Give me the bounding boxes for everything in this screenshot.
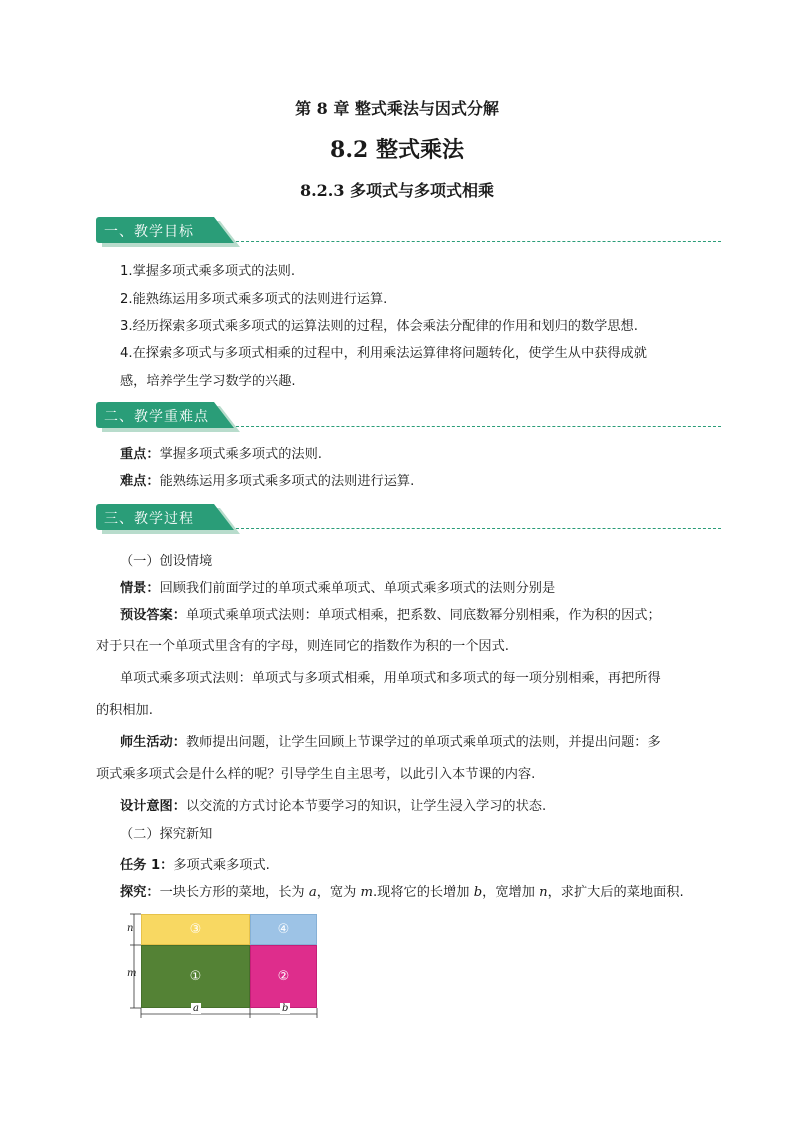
goal-item: 3.经历探索多项式乘多项式的运算法则的过程，体会乘法分配律的作用和划归的数学思想.: [120, 319, 638, 334]
intent-line: [120, 798, 546, 816]
activity-label: 师生活动：: [120, 735, 186, 750]
goal-item: 1.掌握多项式乘多项式的法则.: [120, 264, 296, 279]
section-heading: 一、教学目标: [104, 224, 194, 240]
area-diagram: [127, 912, 322, 1020]
scenario-text: 回顾我们前面学过的单项式乘单项式、单项式乘多项式的法则分别是: [159, 581, 556, 596]
region-4: [250, 914, 317, 945]
intent-text: 以交流的方式讨论本节要学习的知识，让学生浸入学习的状态.: [185, 799, 547, 814]
section-banner-focus: [96, 402, 721, 430]
answer-label: 预设答案：: [120, 608, 186, 623]
difficult-point-label: 难点：: [120, 474, 160, 489]
section-banner-goals: [96, 217, 721, 245]
key-point-text: 掌握多项式乘多项式的法则.: [159, 447, 323, 462]
region-label: ②: [277, 969, 290, 984]
explore-text: ，宽增加: [482, 885, 540, 900]
dimension-a-label: a: [193, 1003, 199, 1014]
section-heading: 二、教学重难点: [104, 409, 209, 425]
scenario-line: [120, 580, 555, 598]
dimension-n-label: n: [127, 923, 134, 934]
task-line: [120, 857, 270, 875]
rule-line-cont: 的积相加.: [96, 703, 153, 718]
variable-b: b: [473, 885, 483, 900]
activity-line: [120, 734, 661, 752]
activity-text: 教师提出问题，让学生回顾上节课学过的单项式乘单项式的法则，并提出问题：多: [185, 735, 661, 750]
region-1: [141, 945, 250, 1008]
explore-text: ，求扩大后的菜地面积.: [547, 885, 684, 900]
region-2: [250, 945, 317, 1008]
region-label: ③: [189, 922, 202, 937]
difficult-point-text: 能熟练运用多项式乘多项式的法则进行运算.: [159, 474, 415, 489]
answer-line-cont: 对于只在一个单项式里含有的字母，则连同它的指数作为积的一个因式.: [96, 639, 510, 654]
key-point-line: [120, 446, 322, 464]
dashed-divider: [236, 241, 721, 242]
section-banner-process: [96, 504, 721, 532]
intent-label: 设计意图：: [120, 799, 186, 814]
dimension-b-label: b: [282, 1003, 289, 1014]
section-title: 8.2 整式乘法: [330, 137, 464, 163]
explore-label: 探究：: [120, 885, 160, 900]
difficult-point-line: [120, 473, 414, 491]
section-heading: 三、教学过程: [104, 511, 194, 527]
activity-line-cont: 项式乘多项式会是什么样的呢？引导学生自主思考，以此引入本节课的内容.: [96, 767, 536, 782]
variable-a: a: [308, 885, 317, 900]
region-label: ④: [277, 922, 290, 937]
part2-title: （二）探究新知: [120, 827, 213, 842]
dashed-divider: [236, 426, 721, 427]
key-point-label: 重点：: [120, 447, 160, 462]
scenario-label: 情景：: [120, 581, 160, 596]
subsection-title: 8.2.3 多项式与多项式相乘: [299, 181, 495, 200]
goal-item: 2.能熟练运用多项式乘多项式的法则进行运算.: [120, 292, 388, 307]
explore-text: ，宽为: [316, 885, 361, 900]
explore-text: .现将它的长增加: [372, 885, 474, 900]
answer-text: 单项式乘单项式法则：单项式相乘，把系数、同底数幂分别相乘，作为积的因式；: [185, 608, 661, 623]
dimension-m-label: m: [127, 968, 137, 979]
rule-line: 单项式乘多项式法则：单项式与多项式相乘，用单项式和多项式的每一项分别相乘，再把所得: [120, 671, 661, 686]
part1-title: （一）创设情境: [120, 554, 213, 569]
chapter-title: 第 8 章 整式乘法与因式分解: [295, 99, 499, 118]
answer-line: [120, 607, 661, 625]
region-label: ①: [189, 969, 202, 984]
task-text: 多项式乘多项式.: [173, 858, 270, 873]
variable-m: m: [360, 885, 373, 900]
dashed-divider: [236, 528, 721, 529]
goal-item: 感，培养学生学习数学的兴趣.: [120, 374, 296, 389]
goal-item: 4.在探索多项式与多项式相乘的过程中，利用乘法运算律将问题转化，使学生从中获得成就: [120, 346, 647, 361]
explore-line: [120, 884, 684, 902]
task-label: 任务 1：: [120, 858, 174, 873]
explore-text: 一块长方形的菜地，长为: [159, 885, 309, 900]
region-3: [141, 914, 250, 945]
variable-n: n: [539, 885, 548, 900]
